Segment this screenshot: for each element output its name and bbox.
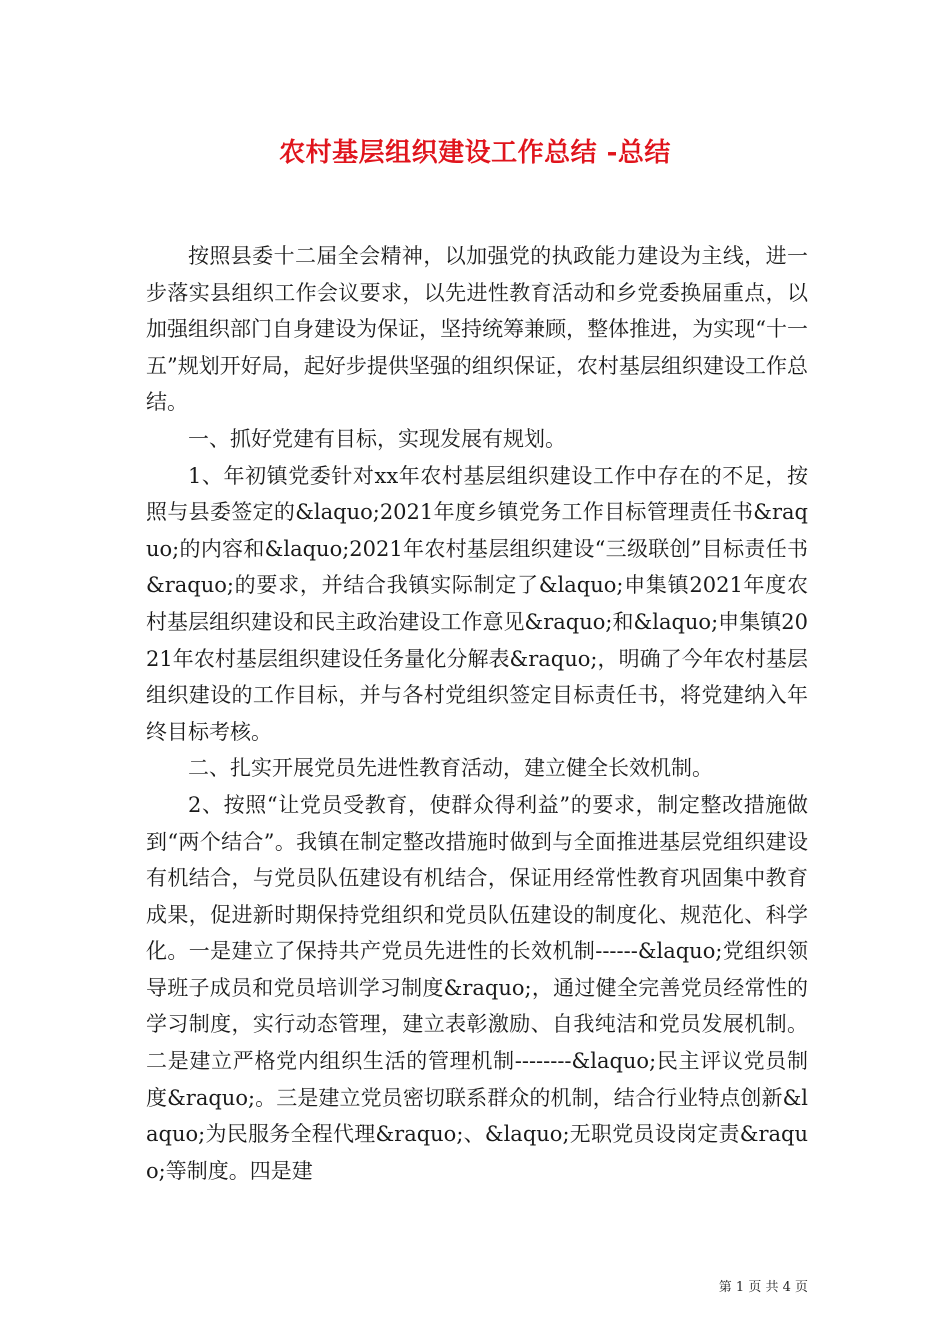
paragraph-item-one: 1、年初镇党委针对xx年农村基层组织建设工作中存在的不足，按照与县委签定的&laquo;2021年度乡镇党务工作目标管理责任书&raquo;的内容和&laquo;2021年农村基层组织建设“三级联创”目标责任书&raquo;的要求，并结合我镇实际制定了&laquo;申集镇2021年度农村基层组织建设和民主政治建设工作意见&raquo;和&laquo;申集镇2021年农村基层组织建设任务量化分解表&raquo;，明确了今年农村基层组织建设的工作目标，并与各村党组织签定目标责任书，将党建纳入年终目标考核。 [146,463,808,744]
paragraph-heading-two: 二、扎实开展党员先进性教育活动，建立健全长效机制。 [188,756,713,781]
paragraph-intro: 按照县委十二届全会精神，以加强党的执政能力建设为主线，进一步落实县组织工作会议要求，以先进性教育活动和乡党委换届重点，以加强组织部门自身建设为保证，坚持统筹兼顾，整体推进，为实现“十一五”规划开好局，起好步提供坚强的组织保证，农村基层组织建设工作总结。 [146,244,808,415]
document-body [146,238,808,1189]
document-title: 农村基层组织建设工作总结 -总结 [279,138,671,168]
page-number-footer: 第 1 页 共 4 页 [718,1280,808,1295]
paragraph-heading-one: 一、抓好党建有目标，实现发展有规划。 [188,426,566,451]
paragraph-item-two: 2、按照“让党员受教育，使群众得利益”的要求，制定整改措施做到“两个结合”。我镇在制定整改措施时做到与全面推进基层党组织建设有机结合，与党员队伍建设有机结合，保证用经常性教育巩固集中教育成果，促进新时期保持党组织和党员队伍建设的制度化、规范化、科学化。一是建立了保持共产党员先进性的长效机制------&laquo;党组织领导班子成员和党员培训学习制度&raquo;，通过健全完善党员经常性的学习制度，实行动态管理，建立表彰激励、自我纯洁和党员发展机制。二是建立严格党内组织生活的管理机制--------&laquo;民主评议党员制度&raquo;。三是建立党员密切联系群众的机制，结合行业特点创新&laquo;为民服务全程代理&raquo;、&laquo;无职党员设岗定责&raquo;等制度。四是建 [146,792,808,1183]
